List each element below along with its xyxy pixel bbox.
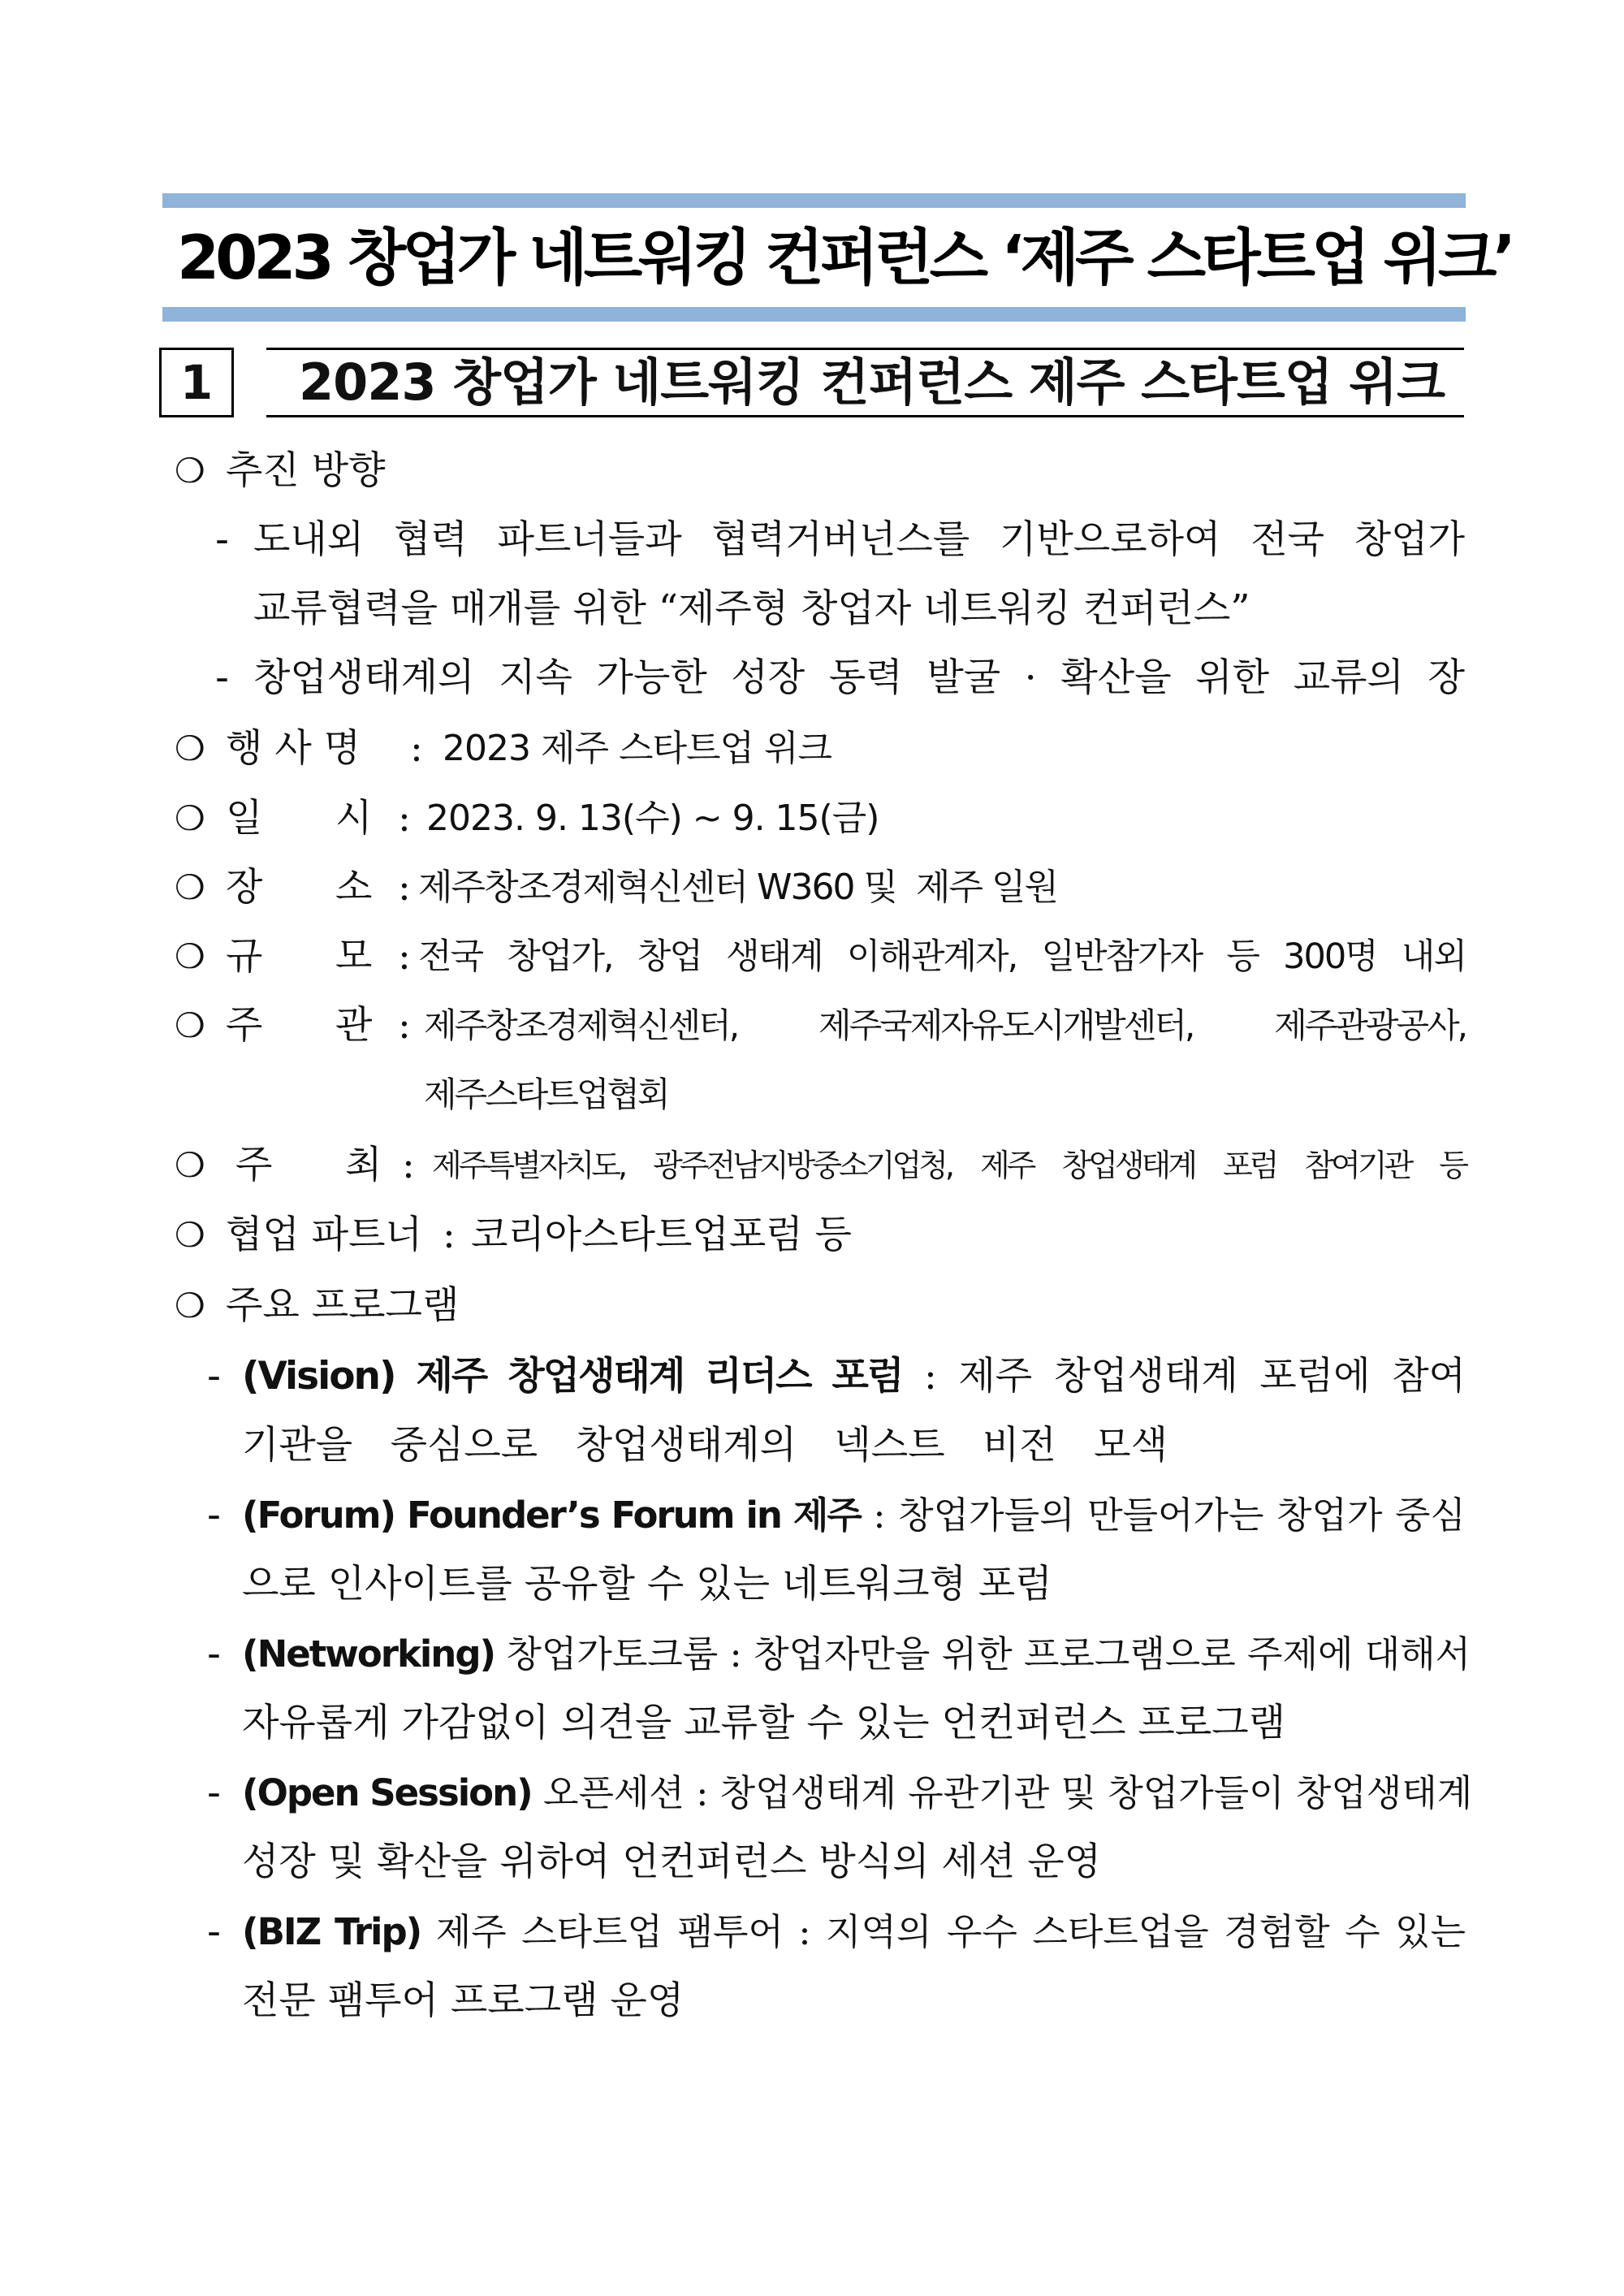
dash-icon: - — [207, 1632, 221, 1676]
direction-text-2: 창업생태계의 지속 가능한 성장 동력 발굴 · 확산을 위한 교류의 장 — [253, 655, 1465, 700]
colon: : — [443, 1213, 456, 1257]
program-desc: : 제주 창업생태계 포럼에 참여 — [902, 1354, 1466, 1399]
section-number-box: 1 — [159, 348, 234, 417]
event-value: 2023 제주 스타트업 위크 — [443, 728, 831, 769]
dash-icon: - — [207, 1354, 221, 1399]
title-bar-top — [162, 193, 1466, 208]
program-title: (Networking) — [242, 1632, 495, 1676]
scale-value: 전국 창업가, 창업 생태계 이해관계자, 일반참가자 등 300명 내외 — [418, 936, 1466, 977]
circle-bullet-icon: ❍ — [175, 1286, 205, 1325]
colon: : — [410, 726, 423, 771]
program-line — [242, 1900, 1466, 1965]
program-desc-cont: 전문 팸투어 프로그램 운영 — [242, 1978, 685, 2023]
program-title: (Open Session) — [242, 1771, 532, 1814]
program-desc: 창업가토크룸 : 창업자만을 위한 프로그램으로 주제에 대해서 — [495, 1632, 1471, 1676]
section-title-box — [266, 348, 1464, 417]
program-desc-cont: 기관을 중심으로 창업생태계의 넥스트 비전 모색 — [242, 1423, 1168, 1468]
partner-value: 코리아스타트업포럼 등 — [471, 1213, 852, 1257]
main-title: 2023 창업가 네트워킹 컨퍼런스 ‘제주 스타트업 위크’ — [177, 222, 1512, 293]
program-line — [242, 1483, 1466, 1548]
organizer-label: 주 관 — [226, 1003, 373, 1048]
organizer-value-b: 제주스타트업협회 — [424, 1074, 668, 1114]
circle-bullet-icon: ❍ — [175, 1145, 205, 1185]
program-desc-cont: 자유롭게 가감없이 의견을 교류할 수 있는 언컨퍼런스 프로그램 — [242, 1701, 1286, 1745]
program-desc: 오픈세션 : 창업생태계 유관기관 및 창업가들이 창업생태계 — [531, 1771, 1473, 1814]
colon: : — [398, 1003, 411, 1048]
venue-value: 제주창조경제혁신센터 W360 및 제주 일원 — [418, 867, 1057, 908]
circle-bullet-icon: ❍ — [175, 451, 205, 491]
circle-bullet-icon: ❍ — [175, 798, 205, 838]
direction-label: 추진 방향 — [226, 448, 386, 493]
dash-icon: - — [207, 1493, 221, 1537]
host-value: 제주특별자치도, 광주전남지방중소기업청, 제주 창업생태계 포럼 참여기관 등 — [432, 1148, 1466, 1183]
organizer-value-a: 제주창조경제혁신센터, 제주국제자유도시개발센터, 제주관광공사, — [424, 1005, 1466, 1045]
program-line — [242, 1761, 1473, 1826]
venue-label: 장 소 — [226, 865, 373, 910]
dash-icon: - — [215, 517, 229, 562]
colon: : — [398, 865, 411, 910]
program-title: (BIZ Trip) — [242, 1910, 421, 1953]
event-label: 행 사 명 — [226, 726, 361, 771]
program-desc-cont: 으로 인사이트를 공유할 수 있는 네트워크형 포럼 — [242, 1562, 1052, 1606]
colon: : — [398, 796, 411, 841]
program-desc: : 창업가들의 만들어가는 창업가 중심 — [860, 1494, 1466, 1537]
program-desc: 제주 스타트업 팸투어 : 지역의 우수 스타트업을 경험할 수 있는 — [421, 1910, 1466, 1953]
circle-bullet-icon: ❍ — [175, 867, 205, 907]
circle-bullet-icon: ❍ — [175, 1005, 205, 1045]
host-label: 주 최 — [235, 1143, 382, 1187]
programs-label: 주요 프로그램 — [226, 1283, 460, 1328]
program-title: (Forum) Founder’s Forum in 제주 — [242, 1494, 861, 1537]
dash-icon: - — [215, 655, 229, 700]
program-line — [242, 1622, 1471, 1687]
program-desc-cont: 성장 및 확산을 위하여 언컨퍼런스 방식의 세션 운영 — [242, 1840, 1102, 1884]
program-title: (Vision) 제주 창업생태계 리더스 포럼 — [242, 1354, 903, 1399]
dash-icon: - — [207, 1771, 221, 1815]
direction-text-1a: 도내외 협력 파트너들과 협력거버넌스를 기반으로하여 전국 창업가 — [253, 517, 1465, 562]
dash-icon: - — [207, 1909, 221, 1954]
circle-bullet-icon: ❍ — [175, 729, 205, 768]
section-title: 2023 창업가 네트워킹 컨퍼런스 제주 스타트업 위크 — [299, 352, 1445, 412]
colon: : — [402, 1143, 415, 1187]
colon: : — [398, 934, 411, 979]
circle-bullet-icon: ❍ — [175, 936, 205, 976]
circle-bullet-icon: ❍ — [175, 1215, 205, 1255]
scale-label: 규 모 — [226, 934, 373, 979]
date-value: 2023. 9. 13(수) ~ 9. 15(금) — [426, 798, 879, 839]
program-line — [242, 1344, 1466, 1409]
partner-label: 협업 파트너 — [226, 1213, 422, 1257]
date-label: 일 시 — [226, 796, 373, 841]
direction-text-1b: 교류협력을 매개를 위한 “제주형 창업자 네트워킹 컨퍼런스” — [253, 586, 1250, 631]
title-bar-bottom — [162, 307, 1466, 322]
